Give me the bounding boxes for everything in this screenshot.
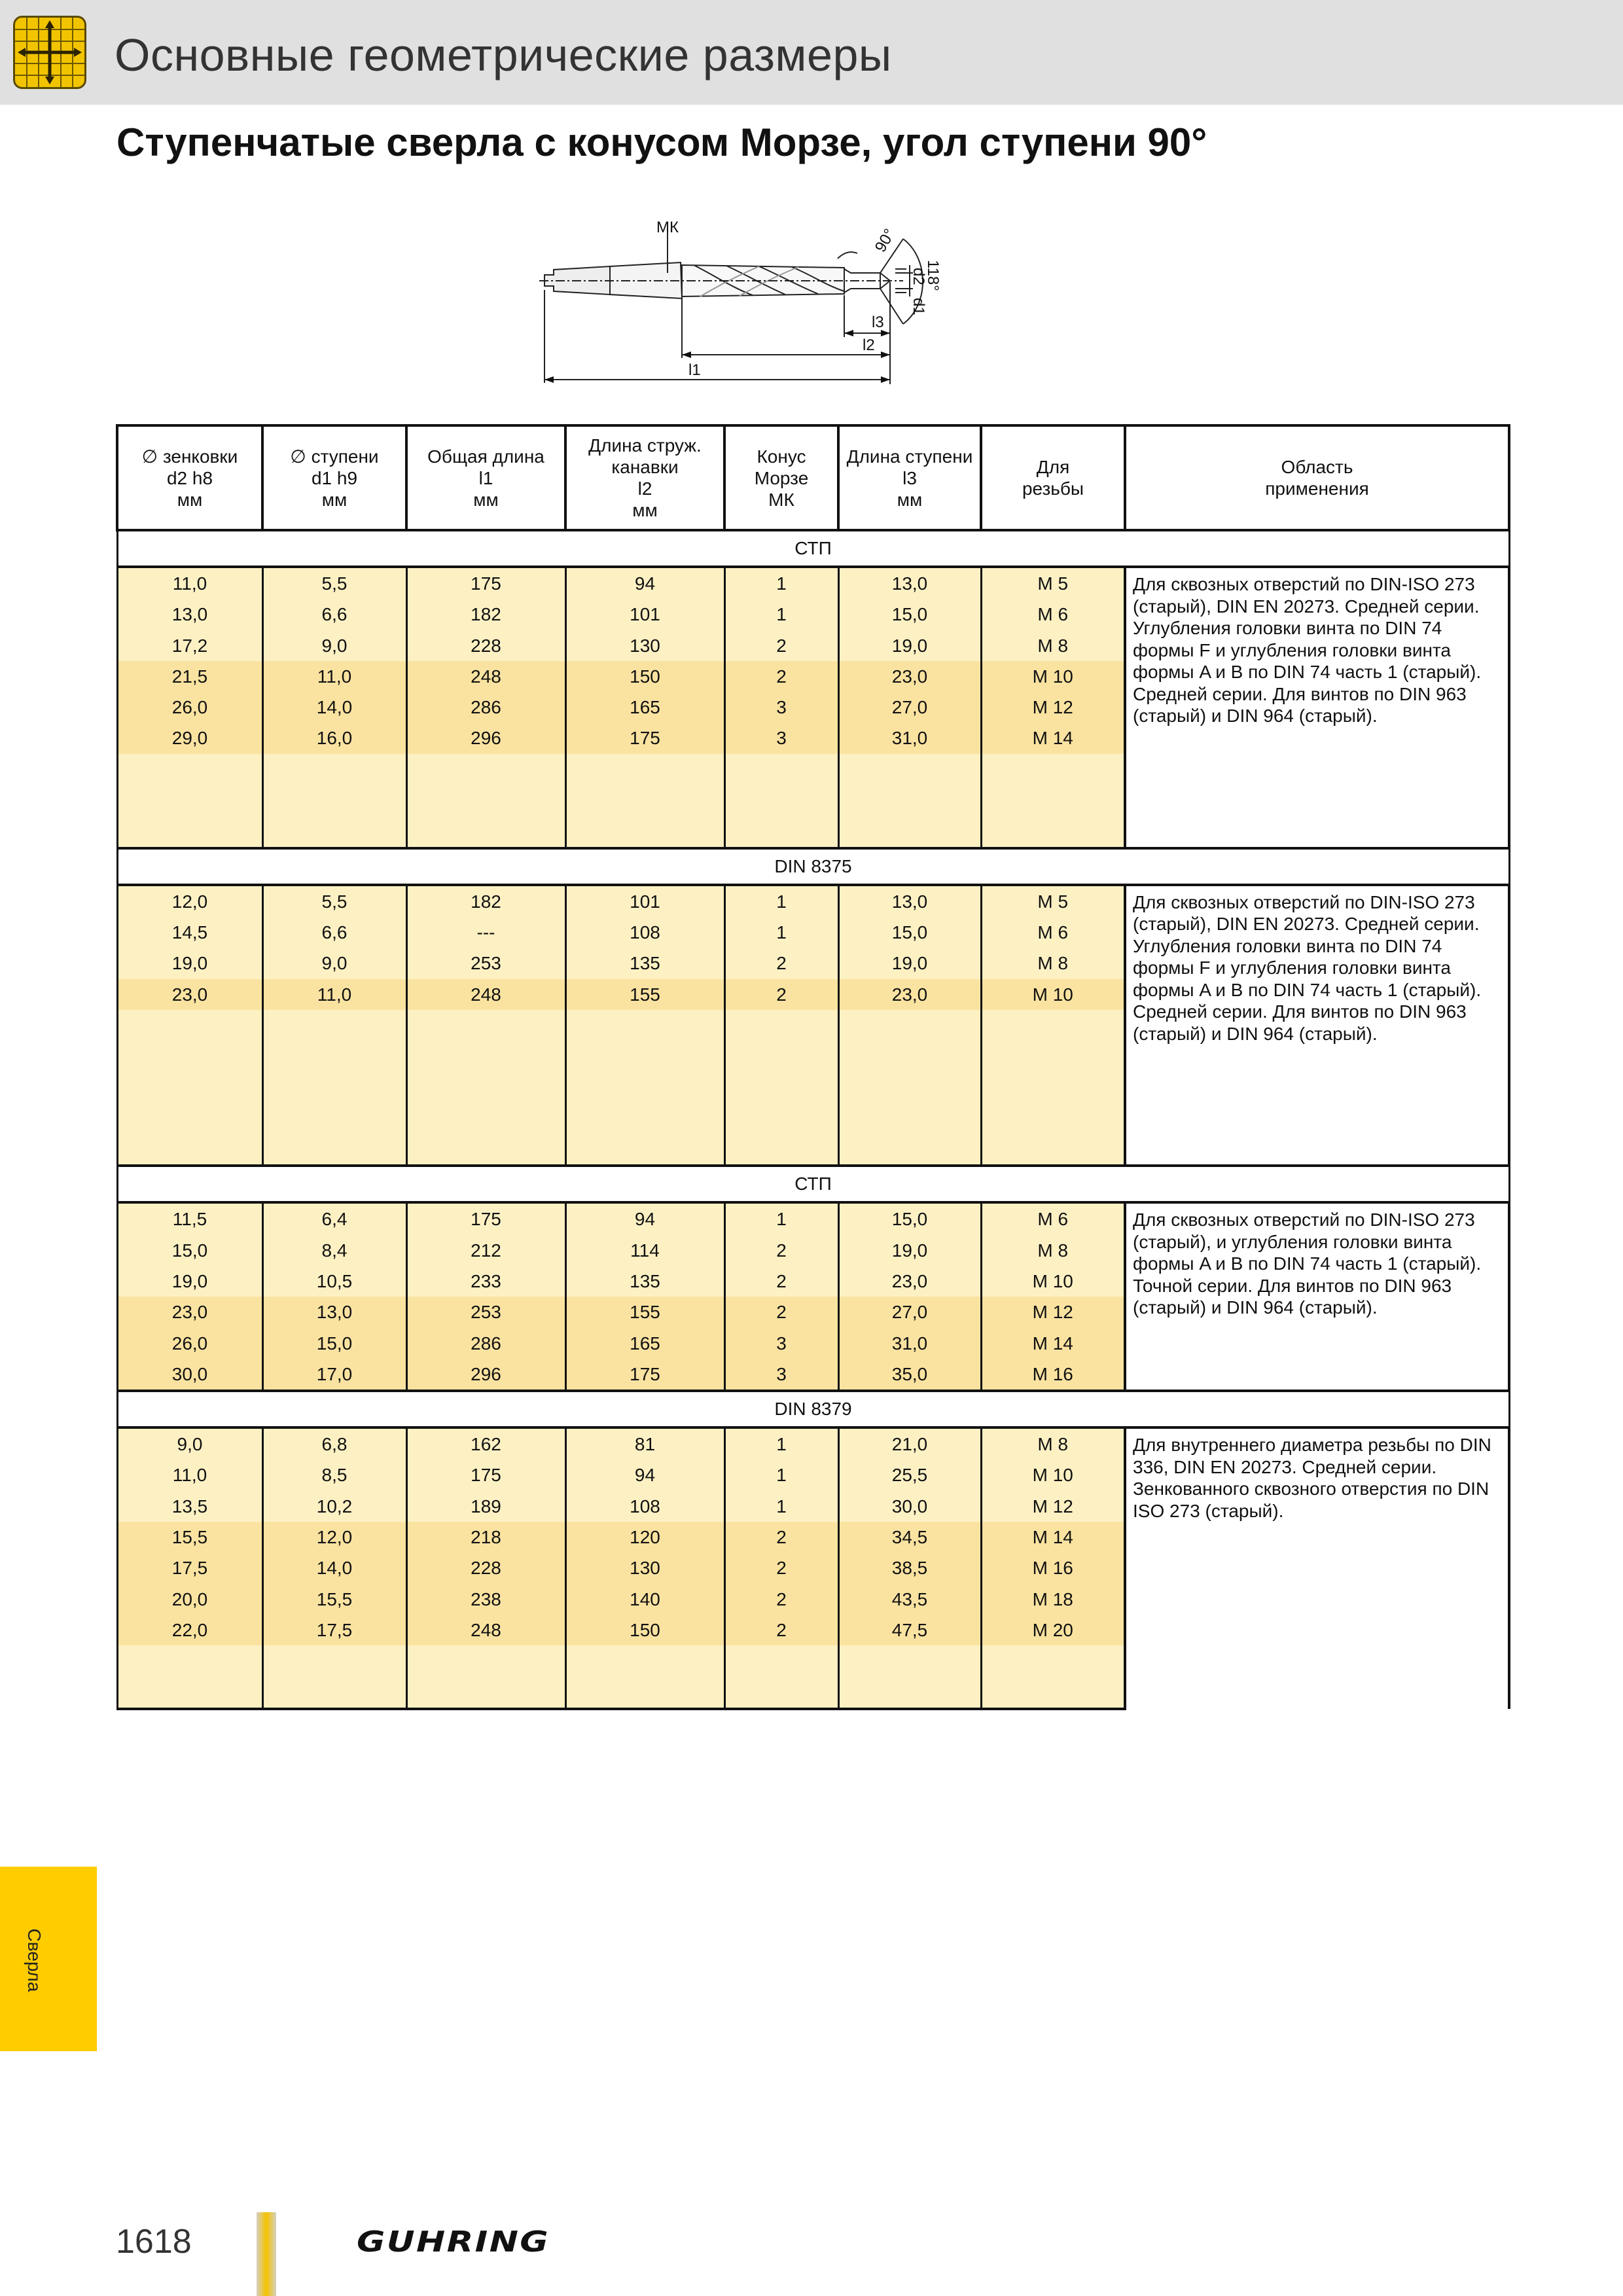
table-cell: 6,6 <box>262 599 406 630</box>
table-cell: M 12 <box>981 692 1125 723</box>
column-header-line: Конус <box>757 446 806 467</box>
empty-cell <box>406 1010 565 1041</box>
table-cell: 31,0 <box>838 723 981 753</box>
empty-cell <box>838 1071 981 1102</box>
table-cell: M 6 <box>981 1202 1125 1234</box>
table-cell: 189 <box>406 1491 565 1522</box>
empty-cell <box>565 785 724 816</box>
empty-cell <box>406 1645 565 1676</box>
empty-cell <box>406 1134 565 1166</box>
empty-cell <box>981 816 1125 848</box>
table-cell: 23,0 <box>117 979 262 1010</box>
table-cell: 2 <box>724 1235 838 1266</box>
table-cell: M 6 <box>981 917 1125 948</box>
empty-cell <box>117 1645 262 1676</box>
step-drill-drawing <box>537 213 1093 389</box>
table-cell: 15,0 <box>838 1202 981 1234</box>
table-cell: 14,0 <box>262 692 406 723</box>
table-cell: 3 <box>724 1359 838 1391</box>
table-cell: M 16 <box>981 1359 1125 1391</box>
l3-label: l3 <box>872 314 884 331</box>
footer-accent-bar <box>257 2212 276 2296</box>
empty-cell <box>724 1010 838 1041</box>
table-cell: M 6 <box>981 599 1125 630</box>
table-cell: 248 <box>406 1615 565 1645</box>
table-cell: 19,0 <box>838 948 981 978</box>
table-cell: M 8 <box>981 948 1125 978</box>
column-header-line: применения <box>1265 478 1369 499</box>
table-cell: 2 <box>724 630 838 661</box>
table-cell: M 20 <box>981 1615 1125 1645</box>
empty-cell <box>724 785 838 816</box>
column-header-line: ∅ ступени <box>290 446 379 467</box>
column-header-line: МК <box>768 489 794 510</box>
table-cell: 14,0 <box>262 1552 406 1583</box>
table-cell: 233 <box>406 1266 565 1297</box>
mk-label: МК <box>656 219 679 236</box>
empty-cell <box>838 1134 981 1166</box>
table-cell: M 16 <box>981 1552 1125 1583</box>
column-header <box>262 425 406 530</box>
application-text: Для сквозных отверстий по DIN-ISO 273 (старый), и углубления головки винта формы A и B по DIN 74 часть 1 (старый). Точной серии. Для винтов по DIN 963 (старый) и DIN 964 (старый). <box>1125 1202 1509 1391</box>
empty-cell <box>406 816 565 848</box>
empty-cell <box>565 816 724 848</box>
table-cell: 130 <box>565 630 724 661</box>
table-cell: 17,5 <box>117 1552 262 1583</box>
empty-cell <box>838 1041 981 1071</box>
empty-cell <box>838 754 981 785</box>
table-cell: 6,8 <box>262 1427 406 1460</box>
l2-label: l2 <box>863 336 875 354</box>
empty-cell <box>981 1041 1125 1071</box>
table-cell: M 5 <box>981 885 1125 917</box>
spec-table-wrap <box>116 424 1508 1710</box>
group-header-row <box>117 530 1509 567</box>
page-number: 1618 <box>116 2223 192 2261</box>
column-header <box>981 425 1125 530</box>
column-header-line: мм <box>632 500 658 520</box>
table-cell: M 14 <box>981 723 1125 753</box>
table-cell: 38,5 <box>838 1552 981 1583</box>
table-cell: M 10 <box>981 1460 1125 1490</box>
table-cell: 175 <box>406 1460 565 1490</box>
table-cell: 130 <box>565 1552 724 1583</box>
table-cell: 17,5 <box>262 1615 406 1645</box>
table-cell: 30,0 <box>117 1359 262 1391</box>
empty-cell <box>981 785 1125 816</box>
table-cell: M 10 <box>981 661 1125 692</box>
table-cell: 43,5 <box>838 1584 981 1615</box>
empty-cell <box>117 754 262 785</box>
table-cell: 8,4 <box>262 1235 406 1266</box>
table-cell: 3 <box>724 1328 838 1359</box>
table-cell: 23,0 <box>838 979 981 1010</box>
table-cell: --- <box>406 917 565 948</box>
column-header-line: мм <box>473 489 499 510</box>
table-cell: 12,0 <box>262 1522 406 1552</box>
empty-cell <box>406 1071 565 1102</box>
tip-angle-label: 118° <box>924 260 942 291</box>
table-cell: 15,0 <box>262 1328 406 1359</box>
table-cell: 101 <box>565 885 724 917</box>
empty-cell <box>406 1103 565 1134</box>
side-tab-label: Сверла <box>24 1928 45 1992</box>
table-cell: 23,0 <box>838 661 981 692</box>
empty-cell <box>117 1103 262 1134</box>
brand-logo: GUHRING <box>357 2225 550 2259</box>
column-header-line: l1 <box>478 467 493 488</box>
table-cell: 175 <box>406 1202 565 1234</box>
table-cell: M 14 <box>981 1328 1125 1359</box>
table-cell: 11,0 <box>117 567 262 599</box>
table-cell: M 10 <box>981 979 1125 1010</box>
table-cell: 27,0 <box>838 692 981 723</box>
empty-cell <box>838 1645 981 1676</box>
table-cell: 35,0 <box>838 1359 981 1391</box>
table-cell: 23,0 <box>838 1266 981 1297</box>
table-cell: 2 <box>724 1552 838 1583</box>
table-cell: 19,0 <box>117 948 262 978</box>
table-cell: 140 <box>565 1584 724 1615</box>
empty-cell <box>724 1041 838 1071</box>
column-header-line: резьбы <box>1022 478 1084 499</box>
empty-cell <box>262 1677 406 1709</box>
empty-cell <box>406 1041 565 1071</box>
page-title: Ступенчатые сверла с конусом Морзе, угол ступени 90° <box>116 120 1207 164</box>
empty-cell <box>406 1677 565 1709</box>
group-name: DIN 8375 <box>117 848 1509 885</box>
table-cell: 1 <box>724 885 838 917</box>
empty-cell <box>838 1103 981 1134</box>
empty-cell <box>724 754 838 785</box>
column-header-line: Длина ступени <box>846 446 973 467</box>
table-cell: 108 <box>565 917 724 948</box>
column-header-line: Общая длина <box>427 446 544 467</box>
table-row <box>117 1202 1509 1234</box>
empty-cell <box>262 1103 406 1134</box>
table-cell: 9,0 <box>262 948 406 978</box>
table-cell: 13,0 <box>117 599 262 630</box>
table-cell: 30,0 <box>838 1491 981 1522</box>
application-text: Для сквозных отверстий по DIN-ISO 273 (старый), DIN EN 20273. Средней серии. Углубления головки винта по DIN 74 формы F и углубления головки винта формы A и B по DIN 74 часть 1 (старый). Средней серии. Для винтов по DIN 963 (старый) и DIN 964 (старый). <box>1125 885 1509 1166</box>
empty-cell <box>724 1677 838 1709</box>
table-cell: 17,0 <box>262 1359 406 1391</box>
d1-label: d1 <box>910 298 927 315</box>
table-cell: 21,0 <box>838 1427 981 1460</box>
table-cell: 228 <box>406 630 565 661</box>
table-cell: 182 <box>406 885 565 917</box>
empty-cell <box>981 1677 1125 1709</box>
table-cell: 1 <box>724 1427 838 1460</box>
table-cell: M 8 <box>981 630 1125 661</box>
empty-cell <box>565 1677 724 1709</box>
table-cell: 286 <box>406 692 565 723</box>
table-cell: 81 <box>565 1427 724 1460</box>
group-name: СТП <box>117 530 1509 567</box>
group-header-row <box>117 848 1509 885</box>
table-cell: 6,6 <box>262 917 406 948</box>
table-cell: 175 <box>406 567 565 599</box>
empty-cell <box>981 1134 1125 1166</box>
group-name: СТП <box>117 1166 1509 1202</box>
table-cell: 108 <box>565 1491 724 1522</box>
table-cell: 23,0 <box>117 1297 262 1327</box>
column-header-line: Длина струж. <box>588 435 702 456</box>
spec-table <box>116 424 1510 1710</box>
step-angle-label: 90° <box>871 226 899 255</box>
empty-cell <box>981 1103 1125 1134</box>
side-tab[interactable] <box>0 1867 97 2051</box>
column-header-line: канавки <box>611 457 679 477</box>
empty-cell <box>117 816 262 848</box>
empty-cell <box>981 754 1125 785</box>
column-header-line: Для <box>1036 457 1070 477</box>
table-cell: 2 <box>724 948 838 978</box>
table-cell: 20,0 <box>117 1584 262 1615</box>
empty-cell <box>117 1041 262 1071</box>
empty-cell <box>565 1041 724 1071</box>
table-cell: 2 <box>724 661 838 692</box>
table-cell: 13,0 <box>262 1297 406 1327</box>
table-cell: 101 <box>565 599 724 630</box>
table-cell: 16,0 <box>262 723 406 753</box>
table-cell: 1 <box>724 1460 838 1490</box>
table-cell: 26,0 <box>117 1328 262 1359</box>
table-cell: 296 <box>406 1359 565 1391</box>
empty-cell <box>724 1071 838 1102</box>
empty-cell <box>262 1071 406 1102</box>
table-cell: 12,0 <box>117 885 262 917</box>
column-header-line: мм <box>897 489 923 510</box>
table-row <box>117 885 1509 917</box>
table-cell: 253 <box>406 1297 565 1327</box>
empty-cell <box>565 1645 724 1676</box>
empty-cell <box>262 1645 406 1676</box>
empty-cell <box>117 1071 262 1102</box>
table-cell: 6,4 <box>262 1202 406 1234</box>
table-cell: 11,0 <box>117 1460 262 1490</box>
table-cell: 3 <box>724 692 838 723</box>
table-cell: 2 <box>724 1522 838 1552</box>
table-cell: 11,0 <box>262 661 406 692</box>
table-cell: 15,0 <box>838 917 981 948</box>
column-header <box>117 425 262 530</box>
table-cell: 10,2 <box>262 1491 406 1522</box>
table-cell: 2 <box>724 1584 838 1615</box>
empty-cell <box>117 1134 262 1166</box>
section-title: Основные геометрические размеры <box>115 29 892 81</box>
group-header-row <box>117 1391 1509 1427</box>
column-header-line: Область <box>1281 457 1353 477</box>
empty-cell <box>838 816 981 848</box>
table-cell: 94 <box>565 1202 724 1234</box>
table-cell: 2 <box>724 1297 838 1327</box>
empty-cell <box>262 816 406 848</box>
empty-cell <box>262 1041 406 1071</box>
table-cell: 15,5 <box>117 1522 262 1552</box>
table-cell: 253 <box>406 948 565 978</box>
table-cell: 1 <box>724 1202 838 1234</box>
empty-cell <box>262 785 406 816</box>
table-cell: 150 <box>565 661 724 692</box>
table-cell: 8,5 <box>262 1460 406 1490</box>
column-header <box>406 425 565 530</box>
table-cell: 135 <box>565 1266 724 1297</box>
table-cell: 1 <box>724 917 838 948</box>
table-cell: 120 <box>565 1522 724 1552</box>
table-cell: 114 <box>565 1235 724 1266</box>
table-cell: 212 <box>406 1235 565 1266</box>
group-header-row <box>117 1166 1509 1202</box>
empty-cell <box>565 754 724 785</box>
column-header <box>565 425 724 530</box>
table-cell: 218 <box>406 1522 565 1552</box>
empty-cell <box>981 1645 1125 1676</box>
table-cell: 19,0 <box>117 1266 262 1297</box>
d2-label: d2 <box>910 268 927 285</box>
table-cell: 21,5 <box>117 661 262 692</box>
table-cell: 175 <box>565 1359 724 1391</box>
table-cell: 2 <box>724 1266 838 1297</box>
table-cell: 47,5 <box>838 1615 981 1645</box>
table-cell: 9,0 <box>262 630 406 661</box>
crosshair-grid-icon <box>13 16 86 89</box>
table-cell: 296 <box>406 723 565 753</box>
table-cell: 248 <box>406 979 565 1010</box>
empty-cell <box>565 1010 724 1041</box>
column-header-line: Морзе <box>754 467 809 488</box>
empty-cell <box>724 1103 838 1134</box>
table-cell: 11,0 <box>262 979 406 1010</box>
column-header <box>838 425 981 530</box>
table-cell: 3 <box>724 723 838 753</box>
table-row <box>117 567 1509 599</box>
table-cell: 182 <box>406 599 565 630</box>
table-cell: 13,0 <box>838 885 981 917</box>
empty-cell <box>117 785 262 816</box>
table-cell: 26,0 <box>117 692 262 723</box>
table-cell: 286 <box>406 1328 565 1359</box>
table-cell: 14,5 <box>117 917 262 948</box>
empty-cell <box>838 1677 981 1709</box>
table-cell: 165 <box>565 1328 724 1359</box>
empty-cell <box>565 1134 724 1166</box>
table-cell: 15,0 <box>838 599 981 630</box>
table-cell: 10,5 <box>262 1266 406 1297</box>
table-cell: 13,5 <box>117 1491 262 1522</box>
empty-cell <box>565 1071 724 1102</box>
table-header-row <box>117 425 1509 530</box>
application-text: Для внутреннего диаметра резьбы по DIN 336, DIN EN 20273. Средней серии. Зенкованного сквозного отверстия по DIN ISO 273 (старый). <box>1125 1427 1509 1709</box>
table-cell: 13,0 <box>838 567 981 599</box>
table-cell: 150 <box>565 1615 724 1645</box>
table-cell: 1 <box>724 1491 838 1522</box>
table-cell: M 8 <box>981 1235 1125 1266</box>
table-cell: 248 <box>406 661 565 692</box>
table-cell: 9,0 <box>117 1427 262 1460</box>
table-cell: 2 <box>724 1615 838 1645</box>
empty-cell <box>724 1645 838 1676</box>
table-row <box>117 1427 1509 1460</box>
table-cell: M 10 <box>981 1266 1125 1297</box>
table-cell: 29,0 <box>117 723 262 753</box>
table-cell: M 5 <box>981 567 1125 599</box>
empty-cell <box>406 785 565 816</box>
column-header-line: l3 <box>902 467 917 488</box>
table-cell: M 8 <box>981 1427 1125 1460</box>
empty-cell <box>724 1134 838 1166</box>
table-cell: 19,0 <box>838 630 981 661</box>
table-cell: 15,5 <box>262 1584 406 1615</box>
table-cell: 135 <box>565 948 724 978</box>
table-cell: 25,5 <box>838 1460 981 1490</box>
column-header-line: d1 h9 <box>311 467 358 488</box>
table-cell: 1 <box>724 599 838 630</box>
table-cell: 175 <box>565 723 724 753</box>
table-cell: 94 <box>565 1460 724 1490</box>
column-header-line: l2 <box>637 478 652 499</box>
table-cell: 22,0 <box>117 1615 262 1645</box>
empty-cell <box>262 1134 406 1166</box>
table-cell: M 12 <box>981 1491 1125 1522</box>
table-body <box>117 530 1509 1709</box>
table-cell: 228 <box>406 1552 565 1583</box>
table-cell: 27,0 <box>838 1297 981 1327</box>
table-cell: 155 <box>565 1297 724 1327</box>
empty-cell <box>981 1071 1125 1102</box>
table-cell: 5,5 <box>262 567 406 599</box>
column-header-line: d2 h8 <box>166 467 213 488</box>
column-header-line: ∅ зенковки <box>141 446 238 467</box>
table-cell: 238 <box>406 1584 565 1615</box>
empty-cell <box>262 754 406 785</box>
table-cell: 155 <box>565 979 724 1010</box>
empty-cell <box>262 1010 406 1041</box>
column-header-line: мм <box>321 489 348 510</box>
empty-cell <box>981 1010 1125 1041</box>
empty-cell <box>565 1103 724 1134</box>
table-cell: M 12 <box>981 1297 1125 1327</box>
group-name: DIN 8379 <box>117 1391 1509 1427</box>
column-header <box>1125 425 1509 530</box>
column-header <box>724 425 838 530</box>
column-header-line: мм <box>177 489 203 510</box>
empty-cell <box>838 1010 981 1041</box>
table-cell: 17,2 <box>117 630 262 661</box>
table-cell: 19,0 <box>838 1235 981 1266</box>
table-cell: 162 <box>406 1427 565 1460</box>
empty-cell <box>117 1677 262 1709</box>
table-cell: 165 <box>565 692 724 723</box>
table-cell: 5,5 <box>262 885 406 917</box>
empty-cell <box>838 785 981 816</box>
table-cell: 15,0 <box>117 1235 262 1266</box>
table-cell: 34,5 <box>838 1522 981 1552</box>
empty-cell <box>117 1010 262 1041</box>
empty-cell <box>406 754 565 785</box>
table-cell: 11,5 <box>117 1202 262 1234</box>
table-cell: M 18 <box>981 1584 1125 1615</box>
table-cell: 31,0 <box>838 1328 981 1359</box>
application-text: Для сквозных отверстий по DIN-ISO 273 (старый), DIN EN 20273. Средней серии. Углубления головки винта по DIN 74 формы F и углубления головки винта формы A и B по DIN 74 часть 1 (старый). Средней серии. Для винтов по DIN 963 (старый) и DIN 964 (старый). <box>1125 567 1509 848</box>
table-cell: 1 <box>724 567 838 599</box>
table-cell: 2 <box>724 979 838 1010</box>
l1-label: l1 <box>688 361 701 379</box>
table-cell: M 14 <box>981 1522 1125 1552</box>
table-cell: 94 <box>565 567 724 599</box>
empty-cell <box>724 816 838 848</box>
